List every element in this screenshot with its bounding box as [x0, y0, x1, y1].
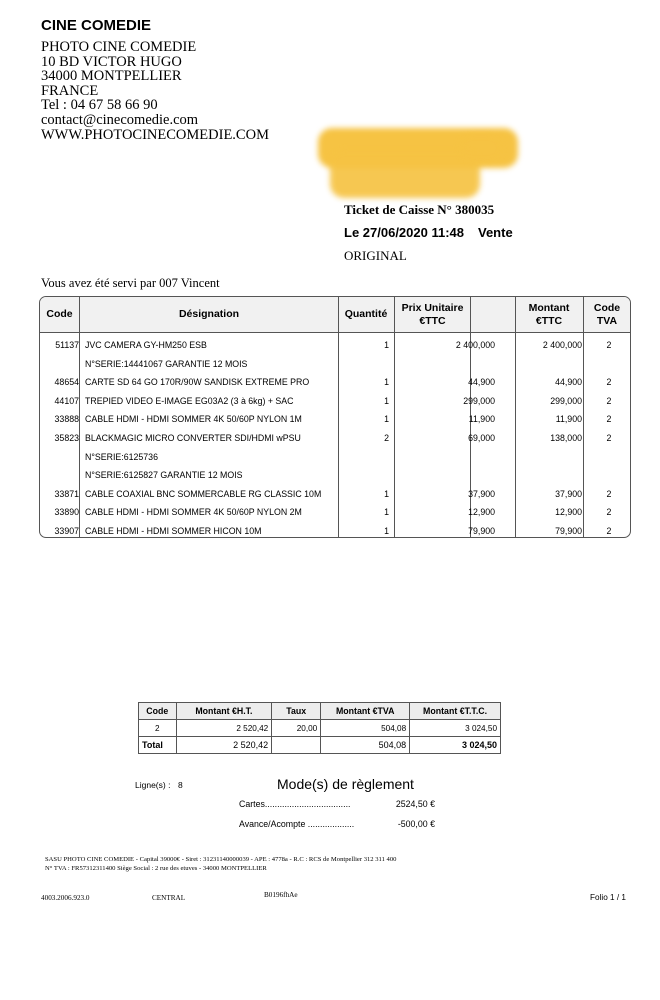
header-amount-line1: Montant [528, 301, 570, 314]
ticket-date-line [344, 225, 513, 240]
item-designation: N°SERIE:6125827 GARANTIE 12 MOIS [85, 470, 243, 481]
item-designation: N°SERIE:6125736 [85, 451, 158, 462]
item-vat-code: 2 [606, 395, 612, 406]
item-designation: TREPIED VIDEO E-IMAGE EG03A2 (3 à 6kg) + SAC [85, 395, 294, 406]
company-line: 34000 MONTPELLIER [41, 68, 182, 85]
company-line: contact@cinecomedie.com [41, 111, 199, 128]
item-vat-code: 2 [606, 488, 612, 499]
item-quantity: 1 [384, 340, 389, 350]
lines-count-label: Ligne(s) : [135, 780, 171, 790]
header-unit-price [395, 297, 470, 332]
item-code: 33907 [54, 526, 79, 536]
table-row [40, 355, 630, 373]
table-row [40, 373, 630, 391]
redacted-customer-address [318, 128, 518, 200]
footer-hash: B0196fhAe [264, 891, 298, 899]
lines-count-value: 8 [178, 780, 183, 790]
payment-title: Mode(s) de règlement [277, 776, 414, 792]
company-line: PHOTO CINE COMEDIE [41, 39, 197, 55]
item-designation: N°SERIE:14441067 GARANTIE 12 MOIS [85, 358, 248, 369]
item-code: 48654 [54, 377, 79, 388]
item-designation: CABLE COAXIAL BNC SOMMERCABLE RG CLASSIC 10M [85, 488, 322, 499]
item-designation: JVC CAMERA GY-HM250 ESB [85, 340, 207, 350]
item-designation: CABLE HDMI - HDMI SOMMER HICON 10M [85, 526, 262, 536]
total-rate-empty [272, 737, 321, 754]
item-quantity: 1 [384, 377, 389, 388]
item-unit-price: 299,000 [463, 395, 495, 406]
vat-summary-total [139, 737, 501, 754]
payment-cards-label: Cartes................................... [239, 799, 351, 809]
payment-cards-value: 2524,50 € [395, 799, 435, 809]
header-vat-code [584, 297, 630, 332]
header-amount-line2: €TTC [535, 314, 563, 327]
company-line: WWW.PHOTOCINECOMEDIE.COM [41, 126, 269, 143]
table-row [40, 522, 630, 538]
ticket-status: ORIGINAL [344, 248, 407, 263]
item-amount: 37,900 [555, 488, 582, 499]
item-designation: BLACKMAGIC MICRO CONVERTER SDI/HDMI wPSU [85, 433, 301, 443]
item-vat-code: 2 [606, 377, 612, 388]
item-code: 44107 [54, 395, 79, 406]
company-name: CINE COMEDIE [41, 17, 152, 34]
item-vat-code: 2 [606, 414, 612, 425]
item-designation: CABLE HDMI - HDMI SOMMER 4K 50/60P NYLON 2M [85, 507, 302, 518]
table-row [40, 410, 630, 428]
vat-row-rate: 20,00 [272, 720, 321, 737]
total-label: Total [139, 737, 177, 754]
table-row [40, 485, 630, 503]
header-vat-line1: Code [593, 301, 621, 314]
vat-row-code: 2 [139, 720, 177, 737]
item-code: 33890 [54, 507, 79, 518]
table-row [40, 503, 630, 521]
item-quantity: 1 [384, 488, 389, 499]
item-amount: 11,900 [555, 414, 582, 425]
item-unit-price: 37,900 [468, 488, 495, 499]
company-line: 10 BD VICTOR HUGO [41, 53, 182, 70]
item-unit-price: 69,000 [468, 433, 495, 443]
served-by: Vous avez été servi par 007 Vincent [41, 276, 220, 290]
table-row [40, 429, 630, 447]
item-quantity: 1 [384, 414, 389, 425]
item-quantity: 1 [384, 526, 389, 536]
item-vat-code: 2 [606, 507, 612, 518]
item-unit-price: 12,900 [468, 507, 495, 518]
header-vat-line2: TVA [596, 314, 618, 327]
ticket-date: Le 27/06/2020 11:48 [344, 225, 464, 240]
item-unit-price: 11,900 [468, 414, 495, 425]
company-address [41, 40, 269, 142]
header-amount [515, 297, 583, 332]
vat-header-tva: Montant €TVA [321, 703, 410, 720]
vat-row-ttc: 3 024,50 [410, 720, 501, 737]
item-quantity: 2 [384, 433, 389, 443]
item-quantity: 1 [384, 507, 389, 518]
company-line: FRANCE [41, 82, 99, 99]
item-unit-price: 2 400,000 [455, 340, 495, 350]
vat-header-ht: Montant €H.T. [176, 703, 272, 720]
ticket-type: Vente [478, 225, 513, 240]
header-designation: Désignation [178, 308, 240, 320]
item-amount: 12,900 [555, 507, 582, 518]
item-amount: 2 400,000 [542, 340, 582, 350]
vat-summary-row [139, 720, 501, 737]
vat-header-code: Code [139, 703, 177, 720]
table-row [40, 448, 630, 466]
vat-row-ht: 2 520,42 [176, 720, 272, 737]
vat-summary-table [138, 702, 501, 751]
footer-site: CENTRAL [152, 894, 186, 902]
item-amount: 138,000 [550, 433, 582, 443]
vat-header-ttc: Montant €T.T.C. [410, 703, 501, 720]
vat-row-tva: 504,08 [321, 720, 410, 737]
item-amount: 44,900 [555, 377, 582, 388]
item-vat-code: 2 [606, 433, 612, 443]
header-quantity: Quantité [344, 308, 388, 320]
items-table [39, 296, 631, 538]
total-ttc: 3 024,50 [410, 737, 501, 754]
payment-deposit-value: -500,00 € [397, 819, 435, 829]
item-code: 35823 [54, 433, 79, 443]
item-amount: 299,000 [550, 395, 582, 406]
item-unit-price: 44,900 [468, 377, 495, 388]
footer-reference: 4003.2006.923.0 [41, 894, 90, 902]
item-vat-code: 2 [606, 526, 612, 536]
item-code: 51137 [55, 340, 79, 350]
legal-notice [45, 856, 396, 873]
item-unit-price: 79,900 [468, 526, 495, 536]
header-code: Code [46, 308, 73, 320]
ticket-number: Ticket de Caisse N° 380035 [344, 202, 495, 217]
item-quantity: 1 [384, 395, 389, 406]
table-row [40, 466, 630, 484]
item-code: 33888 [54, 414, 79, 425]
item-code: 33871 [54, 488, 79, 499]
items-table-header [40, 297, 630, 333]
item-amount: 79,900 [555, 526, 582, 536]
vat-summary-header [139, 703, 501, 720]
total-ht: 2 520,42 [176, 737, 272, 754]
table-row [40, 392, 630, 410]
total-tva: 504,08 [321, 737, 410, 754]
table-row [40, 336, 630, 354]
header-unit-price-line1: Prix Unitaire [401, 301, 464, 314]
vat-header-rate: Taux [272, 703, 321, 720]
item-vat-code: 2 [606, 340, 612, 350]
payment-deposit-label: Avance/Acompte ................... [239, 819, 355, 829]
legal-line: N° TVA : FR57312311400 Siège Social : 2 rue des etuves - 34000 MONTPELLIER [45, 864, 267, 872]
company-line: Tel : 04 67 58 66 90 [41, 97, 158, 114]
footer-folio: Folio 1 / 1 [590, 893, 626, 902]
item-designation: CARTE SD 64 GO 170R/90W SANDISK EXTREME PRO [85, 377, 310, 388]
legal-line: SASU PHOTO CINE COMEDIE - Capital 39000€ - Siret : 31231140000039 - APE : 4778a - R.C : RCS de Montpellier 312 311 400 [45, 856, 397, 863]
header-unit-price-line2: €TTC [419, 314, 446, 327]
item-designation: CABLE HDMI - HDMI SOMMER 4K 50/60P NYLON 1M [85, 414, 302, 425]
